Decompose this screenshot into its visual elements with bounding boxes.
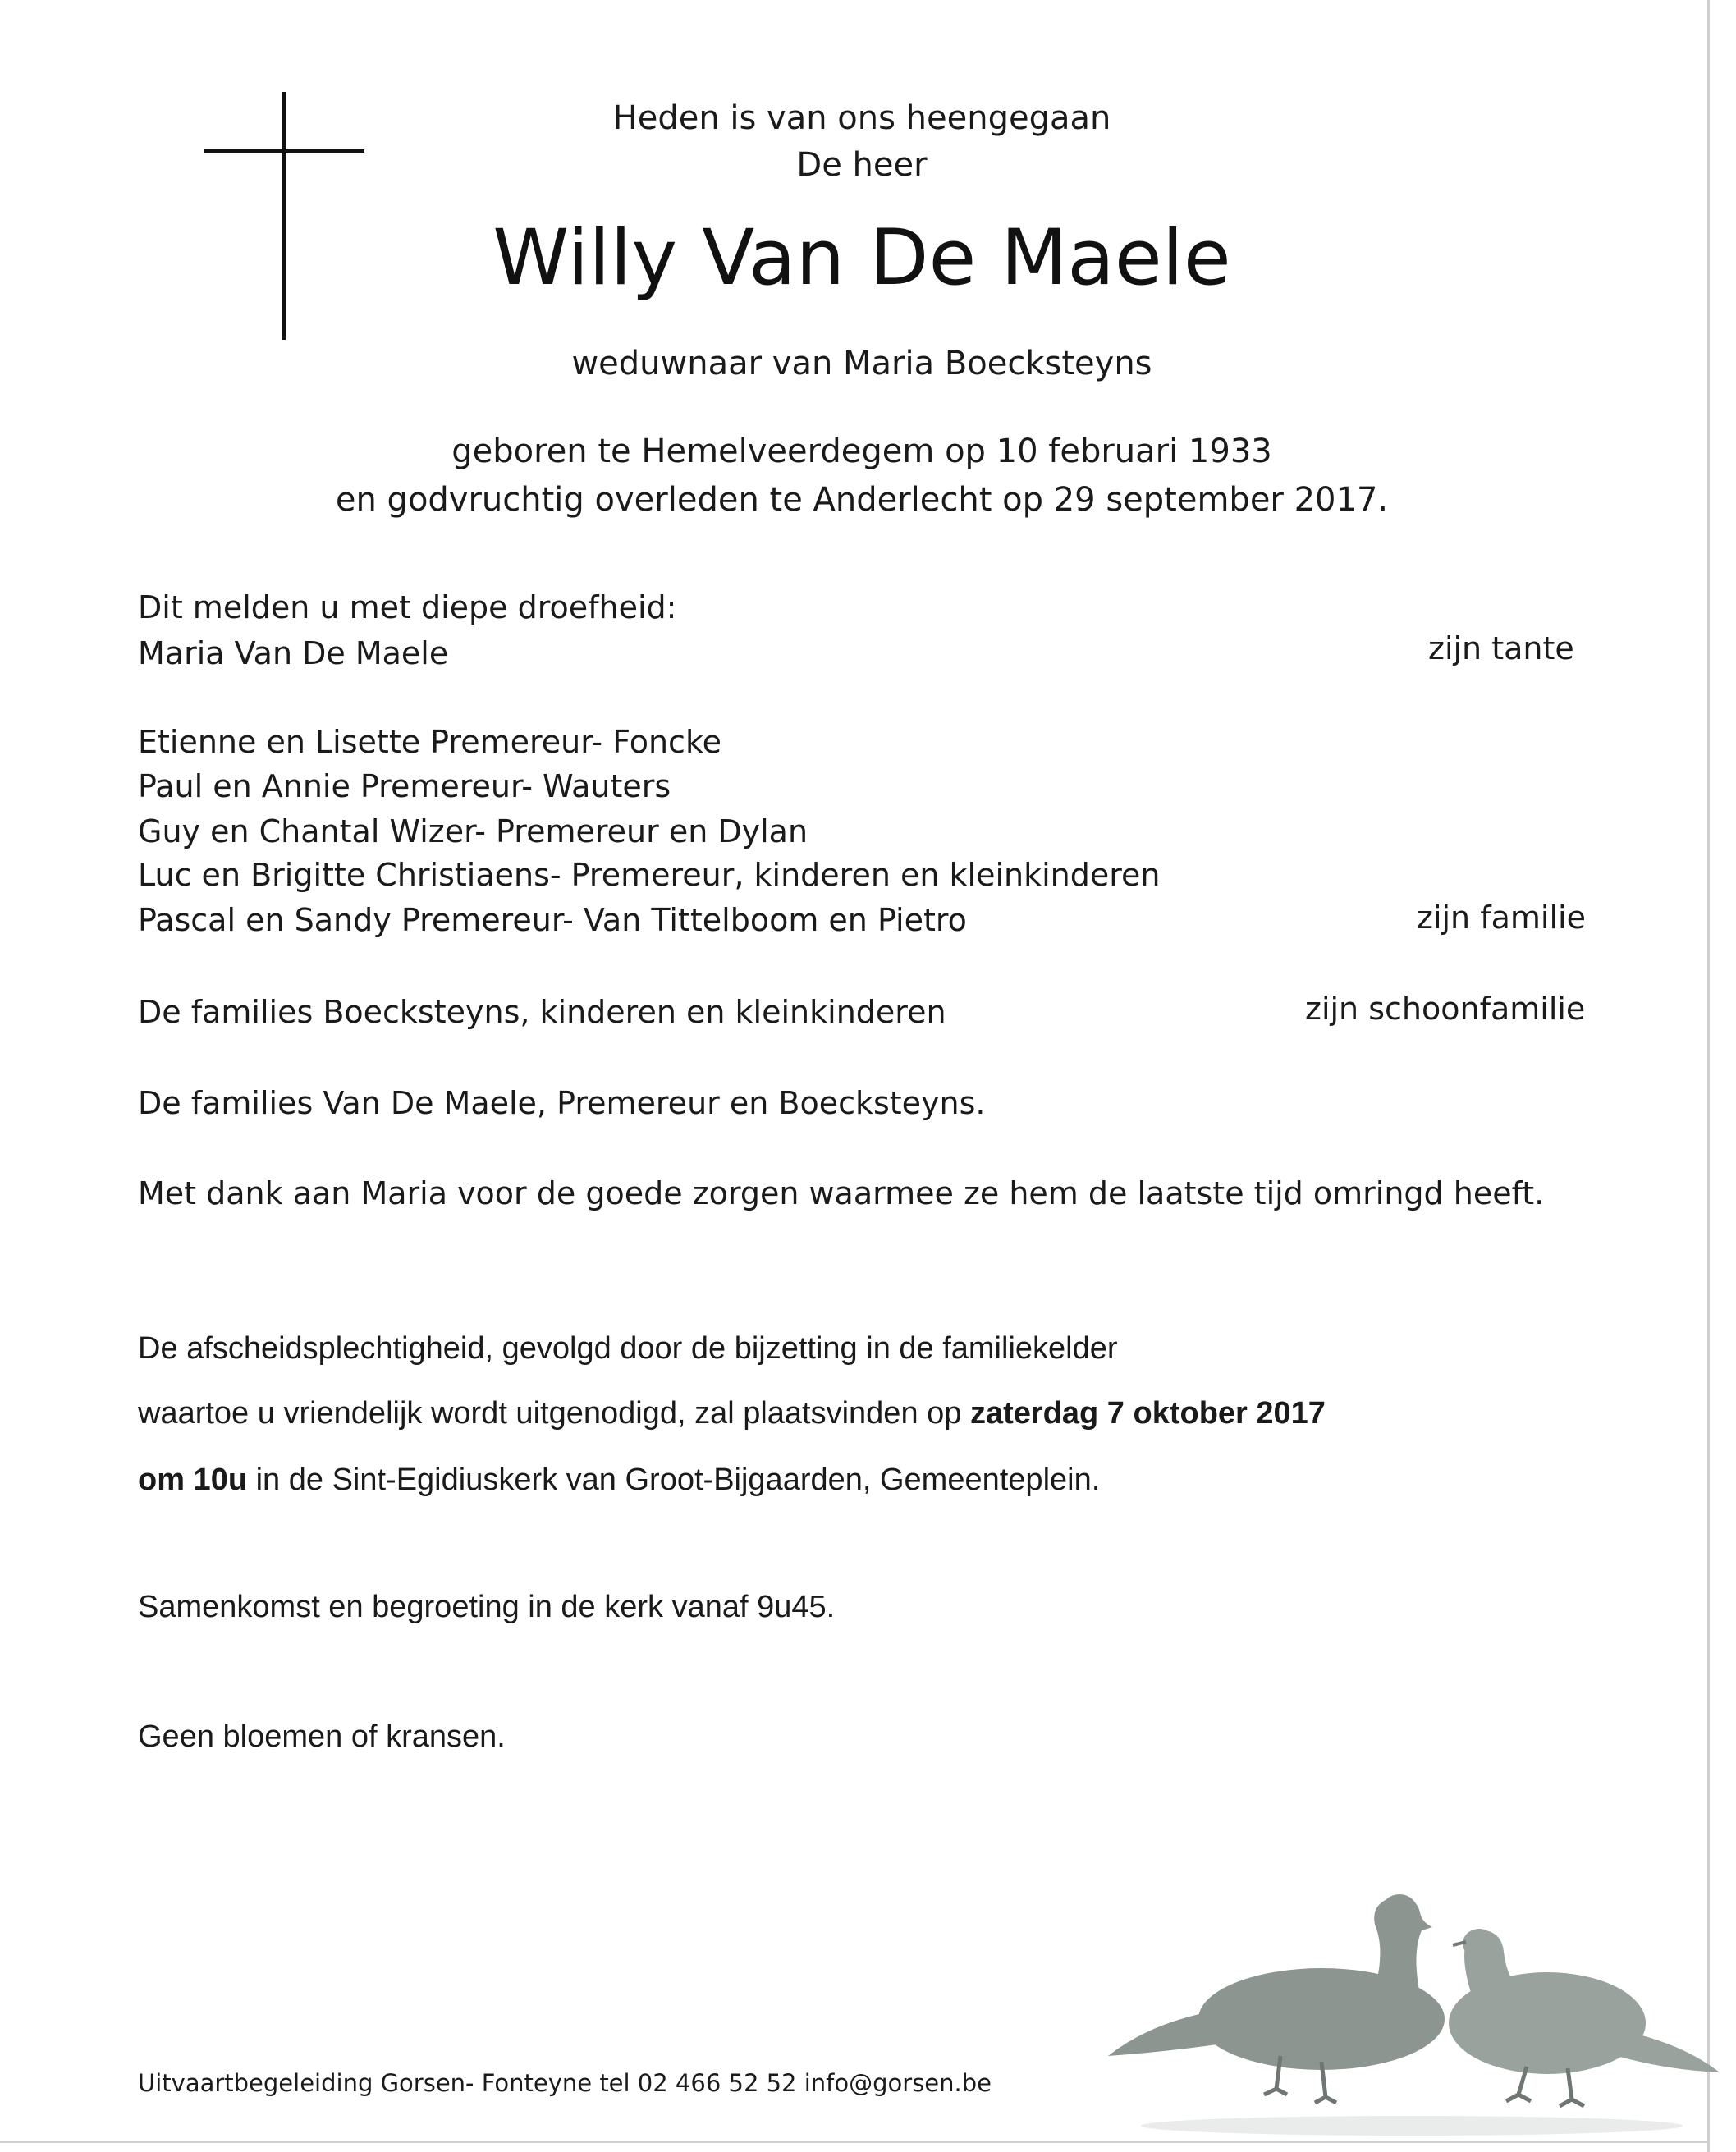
mourner-name: Luc en Brigitte Christiaens- Premereur, kinderen en kleinkinderen <box>138 857 1161 893</box>
no-flowers-line: Geen bloemen of kransen. <box>138 1719 506 1754</box>
mourner-name: Pascal en Sandy Premereur- Van Tittelboom en Pietro <box>138 902 967 938</box>
death-line: en godvruchtig overleden te Anderlecht op 29 september 2017. <box>335 481 1389 519</box>
gathering-line: Samenkomst en begroeting in de kerk vanaf 9u45. <box>138 1590 836 1624</box>
ceremony-time: om 10u <box>138 1463 248 1497</box>
mourner-name: Maria Van De Maele <box>138 635 449 671</box>
pigeons-illustration <box>1100 1880 1724 2142</box>
relation-label: zijn tante <box>1428 630 1574 666</box>
ceremony-line-2 <box>138 1392 1326 1435</box>
footer-contact: Uitvaartbegeleiding Gorsen- Fonteyne tel 02 466 52 52 info@gorsen.be <box>138 2069 992 2097</box>
mourner-name: Guy en Chantal Wizer- Premereur en Dylan <box>138 813 808 849</box>
ceremony-location: in de Sint-Egidiuskerk van Groot-Bijgaarden, Gemeenteplein. <box>247 1463 1101 1497</box>
ceremony-date: zaterdag 7 oktober 2017 <box>969 1396 1326 1431</box>
ceremony-invite-text: waartoe u vriendelijk wordt uitgenodigd, zal plaatsvinden op <box>138 1396 970 1431</box>
mourners-intro: Dit melden u met diepe droefheid: <box>138 589 677 625</box>
thanks-line: Met dank aan Maria voor de goede zorgen waarmee ze hem de laatste tijd omringd heeft. <box>138 1175 1545 1211</box>
deceased-name: Willy Van De Maele <box>492 213 1231 303</box>
intro-line-1: Heden is van ons heengegaan <box>612 99 1111 137</box>
pigeon-right-icon <box>1449 1929 1720 2106</box>
relation-label: zijn schoonfamilie <box>1305 991 1586 1027</box>
mourner-name: Etienne en Lisette Premereur- Foncke <box>138 724 721 760</box>
page-border-right <box>1707 0 1710 2152</box>
pigeon-left-icon <box>1108 1894 1445 2103</box>
families-line: De families Van De Maele, Premereur en Boecksteyns. <box>138 1085 986 1121</box>
mourner-name: Paul en Annie Premereur- Wauters <box>138 768 671 804</box>
ceremony-line-1: De afscheidsplechtigheid, gevolgd door de bijzetting in de familiekelder <box>138 1331 1118 1366</box>
intro-line-2: De heer <box>796 146 928 184</box>
ceremony-line-3 <box>138 1458 1100 1501</box>
relation-label: zijn familie <box>1417 900 1586 936</box>
birth-line: geboren te Hemelveerdegem op 10 februari 1933 <box>451 433 1272 470</box>
spouse-line: weduwnaar van Maria Boecksteyns <box>571 345 1152 382</box>
mourner-name: De families Boecksteyns, kinderen en kleinkinderen <box>138 994 946 1030</box>
